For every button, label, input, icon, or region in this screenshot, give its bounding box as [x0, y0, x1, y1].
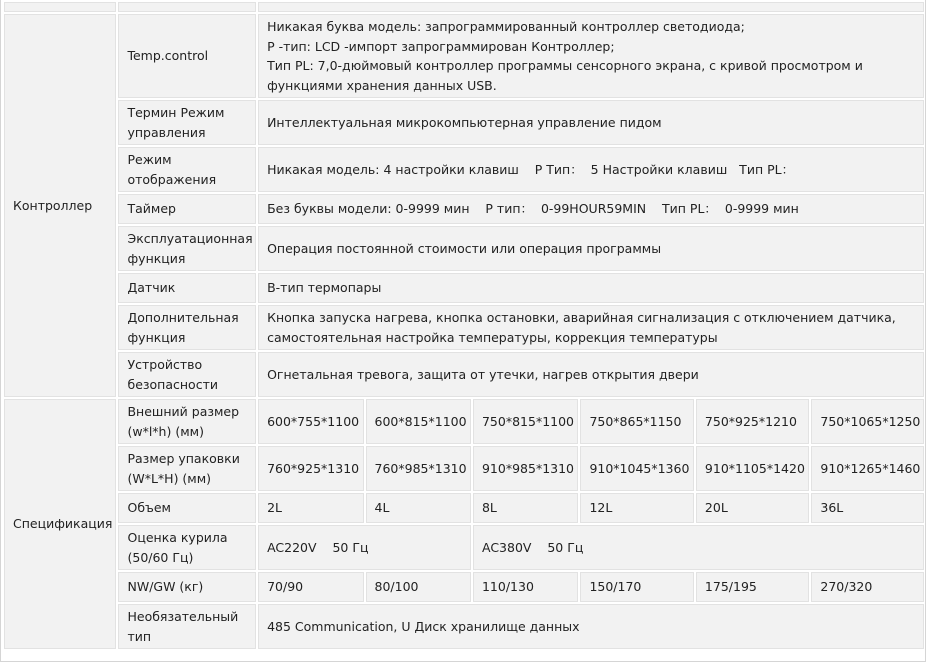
row-label: Термин Режим управления	[118, 100, 256, 145]
table-cell: 4L	[366, 493, 471, 523]
table-row	[4, 226, 924, 271]
row-label: Внешний размер (w*l*h) (мм)	[118, 399, 256, 444]
table-cell: 910*1105*1420	[696, 446, 809, 491]
table-cell: 750*865*1150	[580, 399, 693, 444]
table-row	[4, 147, 924, 192]
row-label: Temp.control	[118, 14, 256, 98]
spec-table	[2, 0, 926, 651]
row-value	[258, 14, 924, 98]
table-row	[4, 305, 924, 350]
table-cell: 600*815*1100	[366, 399, 471, 444]
table-row	[4, 525, 924, 570]
table-cell: 8L	[473, 493, 578, 523]
table-row	[4, 2, 924, 12]
table-cell: 20L	[696, 493, 809, 523]
top-cell	[258, 2, 924, 12]
table-row	[4, 194, 924, 224]
table-row	[4, 14, 924, 98]
group-label-controller: Контроллер	[4, 14, 116, 397]
row-label: Таймер	[118, 194, 256, 224]
row-label: Размер упаковки (W*L*H) (мм)	[118, 446, 256, 491]
table-row	[4, 273, 924, 303]
table-row	[4, 604, 924, 649]
table-cell: 2L	[258, 493, 363, 523]
table-cell: 36L	[811, 493, 924, 523]
table-row	[4, 493, 924, 523]
table-row	[4, 446, 924, 491]
row-value: Огнетальная тревога, защита от утечки, нагрев открытия двери	[258, 352, 924, 397]
value-line: функциями хранения данных USB.	[267, 77, 497, 93]
row-label: Датчик	[118, 273, 256, 303]
table-cell: 110/130	[473, 572, 578, 602]
table-cell: 760*925*1310	[258, 446, 363, 491]
row-label: Устройство безопасности	[118, 352, 256, 397]
table-cell: 600*755*1100	[258, 399, 363, 444]
table-cell: AC380V 50 Гц	[473, 525, 924, 570]
group-label-spec: Спецификация	[4, 399, 116, 649]
row-label: Эксплуатационная функция	[118, 226, 256, 271]
table-cell: 750*815*1100	[473, 399, 578, 444]
row-value: В-тип термопары	[258, 273, 924, 303]
table-cell: 760*985*1310	[366, 446, 471, 491]
table-cell: 910*1045*1360	[580, 446, 693, 491]
table-cell: 80/100	[366, 572, 471, 602]
row-label: Дополнительная функция	[118, 305, 256, 350]
row-value	[258, 305, 924, 350]
table-row	[4, 100, 924, 145]
row-label: Режим отображения	[118, 147, 256, 192]
table-cell: 150/170	[580, 572, 693, 602]
table-cell: 175/195	[696, 572, 809, 602]
table-cell: AC220V 50 Гц	[258, 525, 471, 570]
table-cell: 910*1265*1460	[811, 446, 924, 491]
value-line: самостоятельная настройка температуры, коррекция температуры	[267, 329, 718, 345]
top-cell	[118, 2, 256, 12]
row-value: 485 Communication, U Диск хранилище данных	[258, 604, 924, 649]
table-cell: 70/90	[258, 572, 363, 602]
row-value: Интеллектуальная микрокомпьютерная управление пидом	[258, 100, 924, 145]
value-line: Никакая буква модель: запрограммированный контроллер светодиода;	[267, 19, 745, 34]
table-cell: 750*925*1210	[696, 399, 809, 444]
value-line: Тип PL: 7,0-дюймовый контроллер программы сенсорного экрана, с кривой просмотром и	[267, 58, 863, 73]
value-line: Кнопка запуска нагрева, кнопка остановки, аварийная сигнализация с отключением датчика,	[267, 310, 896, 325]
top-cell	[4, 2, 116, 12]
row-label: Оценка курила (50/60 Гц)	[118, 525, 256, 570]
row-value: Операция постоянной стоимости или операция программы	[258, 226, 924, 271]
table-row	[4, 399, 924, 444]
table-cell: 12L	[580, 493, 693, 523]
table-cell: 910*985*1310	[473, 446, 578, 491]
row-value: Без буквы модели: 0-9999 мин Р тип： 0-99HOUR59MIN Тип PL： 0-9999 мин	[258, 194, 924, 224]
row-label: Необязательный тип	[118, 604, 256, 649]
row-value: Никакая модель: 4 настройки клавиш P Тип： 5 Настройки клавиш Тип PL：	[258, 147, 924, 192]
row-label: Объем	[118, 493, 256, 523]
table-cell: 750*1065*1250	[811, 399, 924, 444]
table-cell: 270/320	[811, 572, 924, 602]
row-label: NW/GW (кг)	[118, 572, 256, 602]
value-line: Р -тип: LCD -импорт запрограммирован Контроллер;	[267, 38, 615, 54]
table-row	[4, 352, 924, 397]
table-row	[4, 572, 924, 602]
